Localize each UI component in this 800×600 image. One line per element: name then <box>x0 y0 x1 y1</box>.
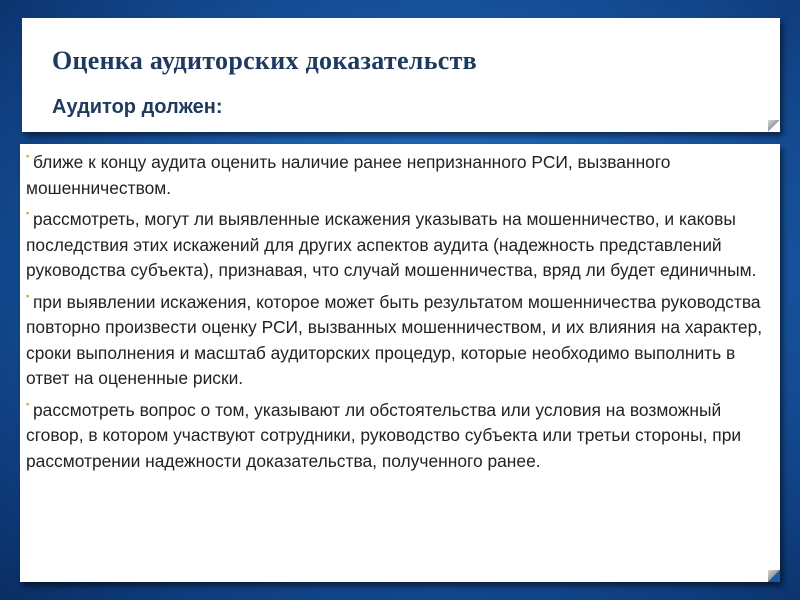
content-panel <box>20 144 780 582</box>
bullet-icon: ▪ <box>26 398 30 409</box>
list-item <box>26 398 780 475</box>
list-item <box>26 150 780 201</box>
bullet-text: рассмотреть, могут ли выявленные искажения указывать на мошенничество, и каковы последствия этих искажений для других аспектов аудита (надежность представлений руководства субъекта), признавая, что случай мошенничества, вряд ли будет единичным. <box>26 209 757 280</box>
slide-subtitle: Аудитор должен: <box>52 96 223 118</box>
page-curl-icon <box>768 120 780 132</box>
list-item <box>26 207 780 284</box>
bullet-text: при выявлении искажения, которое может быть результатом мошенничества руководства повторно произвести оценку РСИ, вызванных мошенничеством, и их влияния на характер, сроки выполнения и масштаб аудиторских процедур, которые необходимо выполнить в ответ на оцененные риски. <box>26 291 763 388</box>
bullet-text: рассмотреть вопрос о том, указывают ли обстоятельства или условия на возможный сговор, в котором участвуют сотрудники, руководство субъекта или третьи стороны, при рассмотрении надежности доказательства, полученного ранее. <box>26 399 742 471</box>
page-curl-icon <box>768 570 780 582</box>
bullet-icon: ▪ <box>26 151 30 161</box>
bullet-icon: ▪ <box>26 208 30 218</box>
bullet-list <box>20 144 780 474</box>
bullet-text: ближе к концу аудита оценить наличие ранее непризнанного РСИ, вызванного мошенничеством. <box>26 152 671 198</box>
title-panel <box>22 18 780 132</box>
slide-title: Оценка аудиторских доказательств <box>52 46 477 75</box>
list-item <box>26 290 780 392</box>
bullet-icon: ▪ <box>26 290 30 301</box>
